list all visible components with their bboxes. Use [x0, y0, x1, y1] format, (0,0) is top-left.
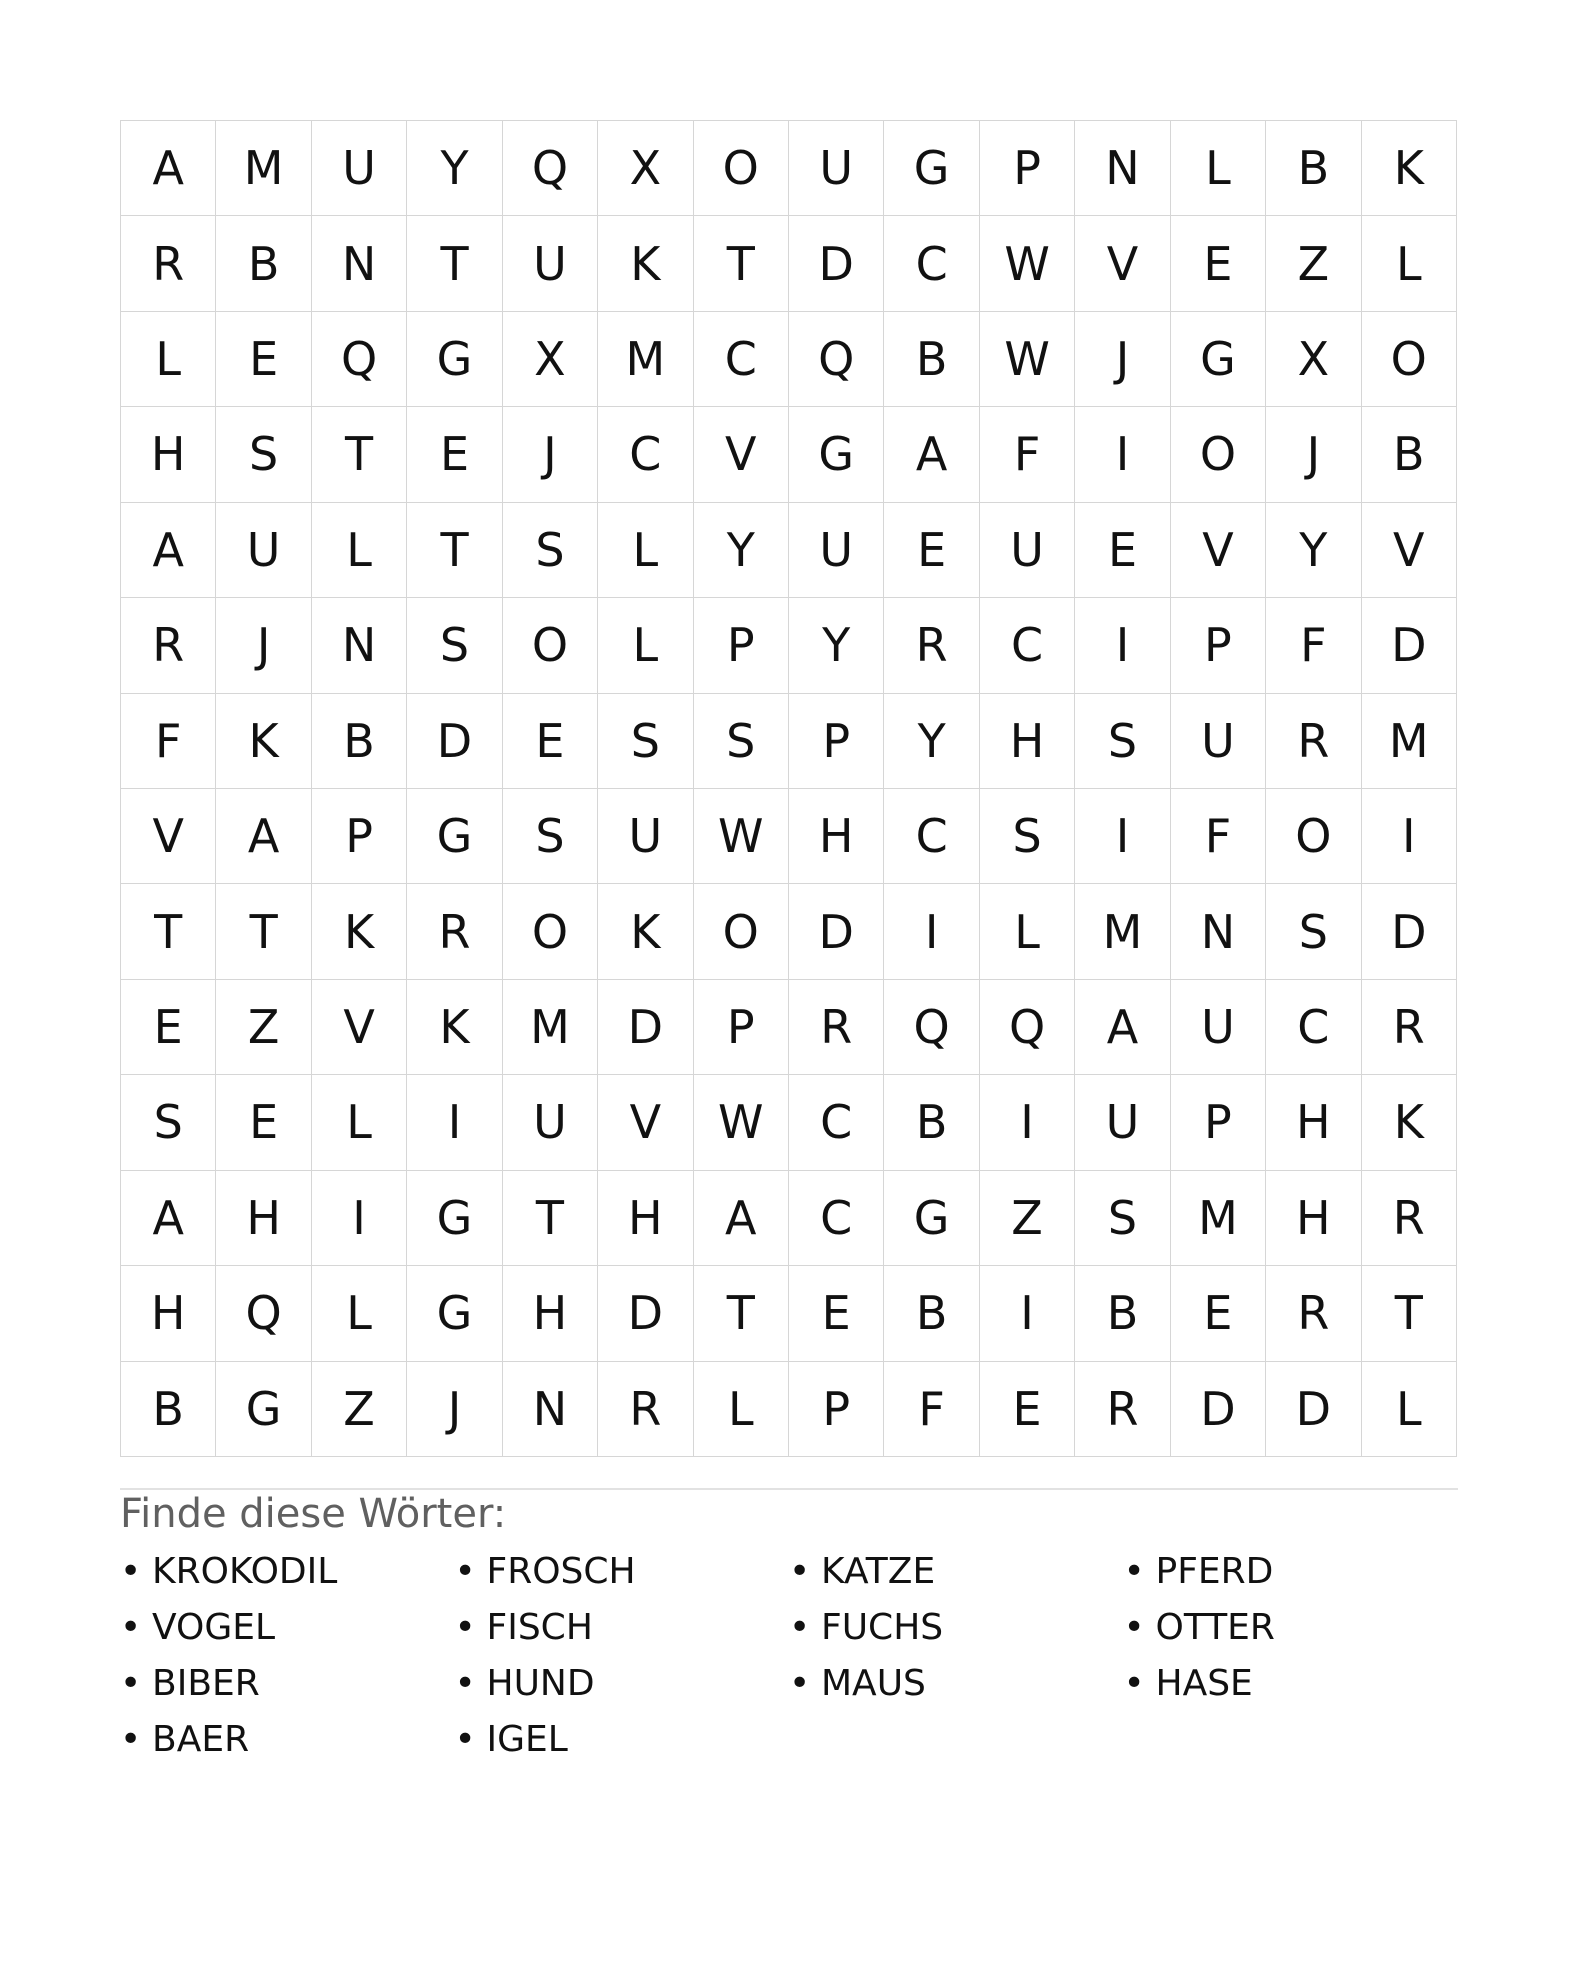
grid-cell[interactable]: M [1075, 884, 1170, 979]
word-list-item [120, 1544, 455, 1600]
grid-cell[interactable]: X [503, 312, 598, 407]
grid-cell[interactable]: F [1171, 789, 1266, 884]
grid-cell[interactable]: T [407, 503, 502, 598]
grid-cell[interactable]: P [694, 980, 789, 1075]
grid-cell[interactable]: K [407, 980, 502, 1075]
grid-cell[interactable]: A [121, 503, 216, 598]
grid-cell[interactable]: T [503, 1171, 598, 1266]
grid-cell[interactable]: B [1075, 1266, 1170, 1361]
grid-cell[interactable]: T [216, 884, 311, 979]
grid-cell[interactable]: Q [503, 121, 598, 216]
grid-cell[interactable]: K [216, 694, 311, 789]
grid-cell[interactable]: J [1075, 312, 1170, 407]
word-list-item [120, 1712, 455, 1768]
grid-cell[interactable]: W [980, 312, 1075, 407]
grid-cell[interactable]: E [503, 694, 598, 789]
word-list-item [789, 1656, 1124, 1712]
grid-cell[interactable]: P [980, 121, 1075, 216]
grid-cell[interactable]: Q [789, 312, 884, 407]
word-label: FROSCH [486, 1551, 636, 1592]
word-list-item [1124, 1544, 1459, 1600]
grid-cell[interactable]: J [1266, 407, 1361, 502]
grid-cell[interactable]: Q [216, 1266, 311, 1361]
grid-cell[interactable]: D [1171, 1362, 1266, 1457]
grid-cell[interactable]: E [1075, 503, 1170, 598]
grid-cell[interactable]: B [1362, 407, 1457, 502]
bullet-icon: • [120, 1551, 142, 1592]
grid-cell[interactable]: S [503, 789, 598, 884]
word-list-item [455, 1600, 790, 1656]
grid-cell[interactable]: U [1171, 694, 1266, 789]
grid-cell[interactable]: P [789, 694, 884, 789]
grid-cell[interactable]: Q [884, 980, 979, 1075]
grid-cell[interactable]: P [1171, 1075, 1266, 1170]
grid-cell[interactable]: S [216, 407, 311, 502]
grid-cell[interactable]: H [121, 407, 216, 502]
grid-cell[interactable]: H [1266, 1171, 1361, 1266]
grid-cell[interactable]: V [1362, 503, 1457, 598]
grid-cell[interactable]: V [1171, 503, 1266, 598]
grid-cell[interactable]: J [503, 407, 598, 502]
grid-cell[interactable]: W [694, 789, 789, 884]
word-label: HASE [1155, 1663, 1253, 1704]
word-label: HUND [486, 1663, 595, 1704]
grid-cell[interactable]: S [694, 694, 789, 789]
grid-cell[interactable]: O [1266, 789, 1361, 884]
letter-grid [120, 120, 1457, 1457]
grid-cell[interactable]: I [1075, 789, 1170, 884]
grid-cell[interactable]: R [407, 884, 502, 979]
grid-cell[interactable]: S [407, 598, 502, 693]
grid-cell[interactable]: Z [312, 1362, 407, 1457]
grid-cell[interactable]: F [1266, 598, 1361, 693]
word-label: KROKODIL [152, 1551, 338, 1592]
grid-cell[interactable]: L [312, 503, 407, 598]
grid-cell[interactable]: A [694, 1171, 789, 1266]
grid-cell[interactable]: U [312, 121, 407, 216]
grid-cell[interactable]: Y [789, 598, 884, 693]
word-list-item [120, 1656, 455, 1712]
grid-cell[interactable]: H [980, 694, 1075, 789]
grid-cell[interactable]: F [121, 694, 216, 789]
grid-cell[interactable]: U [789, 503, 884, 598]
grid-cell[interactable]: O [694, 121, 789, 216]
grid-cell[interactable]: R [1266, 694, 1361, 789]
grid-cell[interactable]: E [789, 1266, 884, 1361]
grid-cell[interactable]: T [121, 884, 216, 979]
grid-cell[interactable]: B [884, 1266, 979, 1361]
grid-cell[interactable]: C [598, 407, 693, 502]
grid-cell[interactable]: N [312, 598, 407, 693]
grid-cell[interactable]: B [1266, 121, 1361, 216]
grid-cell[interactable]: L [598, 503, 693, 598]
grid-cell[interactable]: A [121, 1171, 216, 1266]
grid-cell[interactable]: G [216, 1362, 311, 1457]
grid-cell[interactable]: O [503, 884, 598, 979]
word-list-title: Finde diese Wörter: [120, 1491, 507, 1537]
grid-cell[interactable]: K [598, 216, 693, 311]
grid-cell[interactable]: E [121, 980, 216, 1075]
grid-cell[interactable]: C [1266, 980, 1361, 1075]
grid-cell[interactable]: F [980, 407, 1075, 502]
grid-cell[interactable]: M [1171, 1171, 1266, 1266]
grid-cell[interactable]: U [1075, 1075, 1170, 1170]
bullet-icon: • [789, 1607, 811, 1648]
grid-cell[interactable]: R [1362, 1171, 1457, 1266]
grid-cell[interactable]: A [884, 407, 979, 502]
grid-cell[interactable]: U [789, 121, 884, 216]
grid-cell[interactable]: L [312, 1075, 407, 1170]
grid-cell[interactable]: N [503, 1362, 598, 1457]
bullet-icon: • [454, 1551, 476, 1592]
grid-cell[interactable]: S [121, 1075, 216, 1170]
grid-cell[interactable]: H [789, 789, 884, 884]
grid-cell[interactable]: K [598, 884, 693, 979]
grid-cell[interactable]: T [694, 216, 789, 311]
grid-cell[interactable]: H [1266, 1075, 1361, 1170]
grid-cell[interactable]: M [598, 312, 693, 407]
grid-cell[interactable]: E [1171, 216, 1266, 311]
bullet-icon: • [454, 1719, 476, 1760]
grid-cell[interactable]: R [1362, 980, 1457, 1075]
grid-cell[interactable]: L [121, 312, 216, 407]
grid-cell[interactable]: H [503, 1266, 598, 1361]
grid-cell[interactable]: T [312, 407, 407, 502]
grid-cell[interactable]: C [694, 312, 789, 407]
bullet-icon: • [1123, 1607, 1145, 1648]
grid-cell[interactable]: A [216, 789, 311, 884]
grid-cell[interactable]: E [216, 312, 311, 407]
grid-cell[interactable]: I [1362, 789, 1457, 884]
bullet-icon: • [789, 1663, 811, 1704]
grid-cell[interactable]: E [1171, 1266, 1266, 1361]
grid-cell[interactable]: Y [884, 694, 979, 789]
grid-cell[interactable]: L [694, 1362, 789, 1457]
grid-cell[interactable]: U [503, 216, 598, 311]
grid-cell[interactable]: I [1075, 598, 1170, 693]
grid-cell[interactable]: E [884, 503, 979, 598]
grid-cell[interactable]: U [216, 503, 311, 598]
bullet-icon: • [120, 1719, 142, 1760]
grid-cell[interactable]: G [407, 789, 502, 884]
grid-cell[interactable]: G [884, 121, 979, 216]
grid-cell[interactable]: S [1075, 1171, 1170, 1266]
grid-cell[interactable]: L [598, 598, 693, 693]
grid-cell[interactable]: D [1266, 1362, 1361, 1457]
grid-cell[interactable]: V [121, 789, 216, 884]
grid-cell[interactable]: D [598, 1266, 693, 1361]
grid-cell[interactable]: H [598, 1171, 693, 1266]
grid-cell[interactable]: D [598, 980, 693, 1075]
grid-cell[interactable]: G [407, 312, 502, 407]
word-list-item [1124, 1656, 1459, 1712]
grid-cell[interactable]: D [407, 694, 502, 789]
grid-cell[interactable]: E [407, 407, 502, 502]
word-list [120, 1544, 1458, 1768]
grid-cell[interactable]: R [884, 598, 979, 693]
grid-cell[interactable]: J [407, 1362, 502, 1457]
grid-cell[interactable]: U [980, 503, 1075, 598]
bullet-icon: • [1123, 1663, 1145, 1704]
grid-cell[interactable]: C [884, 789, 979, 884]
grid-cell[interactable]: V [1075, 216, 1170, 311]
grid-cell[interactable]: H [216, 1171, 311, 1266]
grid-cell[interactable]: M [1362, 694, 1457, 789]
grid-cell[interactable]: Z [980, 1171, 1075, 1266]
grid-cell[interactable]: B [121, 1362, 216, 1457]
grid-cell[interactable]: I [312, 1171, 407, 1266]
grid-cell[interactable]: B [312, 694, 407, 789]
grid-cell[interactable]: O [1362, 312, 1457, 407]
grid-cell[interactable]: M [503, 980, 598, 1075]
word-label: BAER [152, 1719, 250, 1760]
grid-cell[interactable]: M [216, 121, 311, 216]
grid-cell[interactable]: E [216, 1075, 311, 1170]
grid-cell[interactable]: Z [216, 980, 311, 1075]
grid-cell[interactable]: L [312, 1266, 407, 1361]
grid-cell[interactable]: Q [312, 312, 407, 407]
bullet-icon: • [120, 1607, 142, 1648]
grid-cell[interactable]: S [598, 694, 693, 789]
grid-cell[interactable]: L [980, 884, 1075, 979]
grid-cell[interactable]: S [503, 503, 598, 598]
word-list-item [789, 1600, 1124, 1656]
grid-cell[interactable]: Q [980, 980, 1075, 1075]
grid-cell[interactable]: P [312, 789, 407, 884]
grid-cell[interactable]: A [1075, 980, 1170, 1075]
grid-cell[interactable]: W [980, 216, 1075, 311]
grid-cell[interactable]: N [1171, 884, 1266, 979]
grid-cell[interactable]: J [216, 598, 311, 693]
word-list-item [789, 1544, 1124, 1600]
grid-cell[interactable]: X [1266, 312, 1361, 407]
grid-cell[interactable]: T [407, 216, 502, 311]
grid-cell[interactable]: F [884, 1362, 979, 1457]
grid-cell[interactable]: S [1075, 694, 1170, 789]
word-list-item [120, 1600, 455, 1656]
bullet-icon: • [789, 1551, 811, 1592]
word-label: FISCH [486, 1607, 593, 1648]
grid-cell[interactable]: I [884, 884, 979, 979]
word-label: KATZE [821, 1551, 936, 1592]
grid-cell[interactable]: K [312, 884, 407, 979]
grid-cell[interactable]: N [312, 216, 407, 311]
grid-cell[interactable]: D [1362, 598, 1457, 693]
grid-cell[interactable]: R [121, 216, 216, 311]
grid-cell[interactable]: C [789, 1075, 884, 1170]
grid-cell[interactable]: B [884, 312, 979, 407]
grid-cell[interactable]: P [789, 1362, 884, 1457]
word-list-item [455, 1656, 790, 1712]
word-label: MAUS [821, 1663, 926, 1704]
grid-cell[interactable]: P [694, 598, 789, 693]
grid-cell[interactable]: B [884, 1075, 979, 1170]
grid-cell[interactable]: D [1362, 884, 1457, 979]
grid-cell[interactable]: V [598, 1075, 693, 1170]
grid-cell[interactable]: I [980, 1075, 1075, 1170]
grid-cell[interactable]: V [694, 407, 789, 502]
grid-cell[interactable]: O [694, 884, 789, 979]
grid-cell[interactable]: L [1171, 121, 1266, 216]
grid-cell[interactable]: K [1362, 1075, 1457, 1170]
grid-cell[interactable]: S [980, 789, 1075, 884]
grid-cell[interactable]: U [1171, 980, 1266, 1075]
grid-cell[interactable]: Z [1266, 216, 1361, 311]
grid-cell[interactable]: Y [1266, 503, 1361, 598]
bullet-icon: • [1123, 1551, 1145, 1592]
grid-cell[interactable]: G [1171, 312, 1266, 407]
word-label: VOGEL [152, 1607, 276, 1648]
grid-cell[interactable]: C [980, 598, 1075, 693]
word-list-item [1124, 1600, 1459, 1656]
grid-cell[interactable]: U [598, 789, 693, 884]
grid-cell[interactable]: O [1171, 407, 1266, 502]
grid-cell[interactable]: S [1266, 884, 1361, 979]
bullet-icon: • [454, 1607, 476, 1648]
grid-cell[interactable]: Y [694, 503, 789, 598]
grid-cell[interactable]: A [121, 121, 216, 216]
grid-cell[interactable]: V [312, 980, 407, 1075]
grid-cell[interactable]: R [121, 598, 216, 693]
grid-cell[interactable]: Y [407, 121, 502, 216]
bullet-icon: • [120, 1663, 142, 1704]
bullet-icon: • [454, 1663, 476, 1704]
grid-cell[interactable]: R [598, 1362, 693, 1457]
grid-cell[interactable]: T [1362, 1266, 1457, 1361]
grid-cell[interactable]: O [503, 598, 598, 693]
word-label: IGEL [486, 1719, 568, 1760]
grid-cell[interactable]: R [1075, 1362, 1170, 1457]
word-label: FUCHS [821, 1607, 944, 1648]
grid-cell[interactable]: X [598, 121, 693, 216]
grid-cell[interactable]: B [216, 216, 311, 311]
grid-cell[interactable]: G [789, 407, 884, 502]
grid-cell[interactable]: D [789, 216, 884, 311]
grid-cell[interactable]: H [121, 1266, 216, 1361]
grid-cell[interactable]: K [1362, 121, 1457, 216]
word-list-item [455, 1544, 790, 1600]
grid-cell[interactable]: N [1075, 121, 1170, 216]
grid-cell[interactable]: I [1075, 407, 1170, 502]
grid-cell[interactable]: G [407, 1266, 502, 1361]
grid-cell[interactable]: R [1266, 1266, 1361, 1361]
grid-cell[interactable]: P [1171, 598, 1266, 693]
grid-cell[interactable]: I [980, 1266, 1075, 1361]
grid-cell[interactable]: D [789, 884, 884, 979]
grid-cell[interactable]: I [407, 1075, 502, 1170]
word-label: OTTER [1155, 1607, 1275, 1648]
grid-cell[interactable]: W [694, 1075, 789, 1170]
grid-cell[interactable]: C [884, 216, 979, 311]
grid-cell[interactable]: L [1362, 216, 1457, 311]
word-label: BIBER [152, 1663, 260, 1704]
word-label: PFERD [1155, 1551, 1274, 1592]
grid-cell[interactable]: G [884, 1171, 979, 1266]
grid-cell[interactable]: C [789, 1171, 884, 1266]
grid-cell[interactable]: E [980, 1362, 1075, 1457]
grid-cell[interactable]: U [503, 1075, 598, 1170]
grid-cell[interactable]: G [407, 1171, 502, 1266]
grid-cell[interactable]: L [1362, 1362, 1457, 1457]
grid-cell[interactable]: T [694, 1266, 789, 1361]
grid-cell[interactable]: R [789, 980, 884, 1075]
word-list-item [455, 1712, 790, 1768]
